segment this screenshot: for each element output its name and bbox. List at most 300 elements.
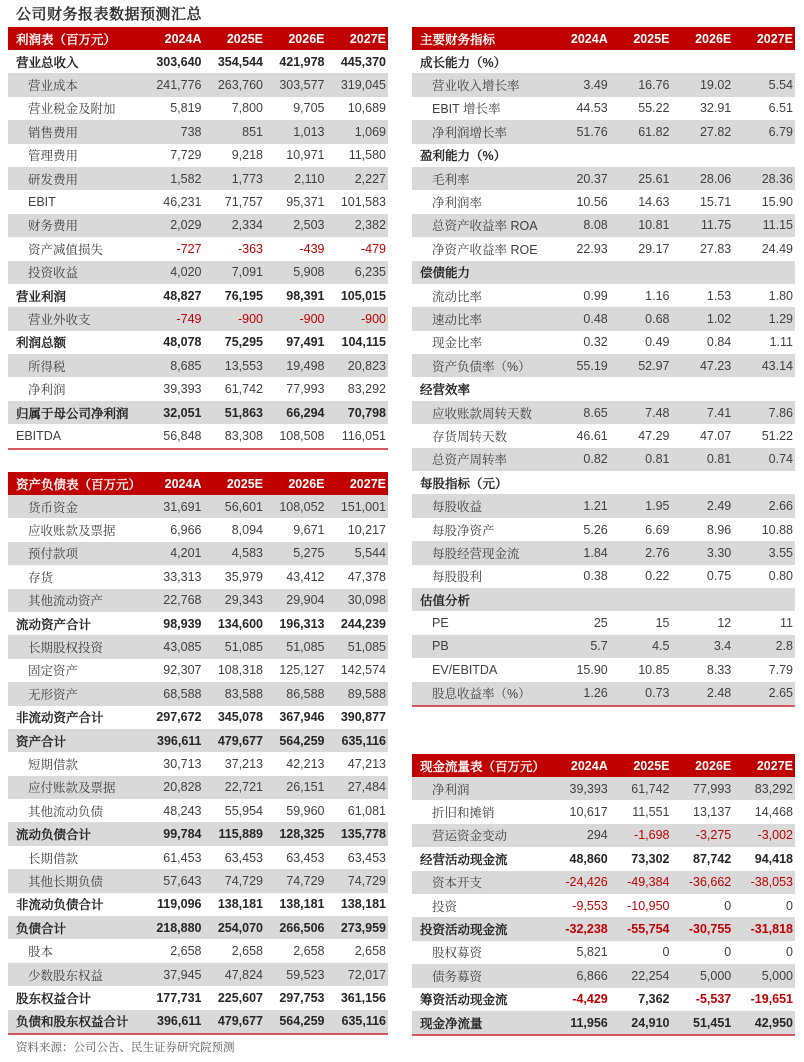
row-label: 营业收入增长率 [432, 79, 520, 94]
row-value: 119,096 [157, 897, 202, 912]
row-label: 应付账款及票据 [28, 781, 116, 796]
table-bottom-rule [8, 448, 388, 450]
table-row [412, 120, 795, 143]
row-label: 固定资产 [28, 664, 79, 679]
row-value: 97,491 [286, 335, 325, 350]
table-row [412, 237, 795, 260]
column-header-year: 2027E [349, 31, 386, 46]
row-label: 股息收益率（%） [432, 687, 531, 702]
table-row [8, 401, 388, 424]
row-value: 48,243 [163, 803, 202, 818]
column-header-year: 2025E [226, 31, 263, 46]
row-value: 61.82 [638, 124, 670, 139]
table-row [8, 939, 388, 962]
row-value: 66,294 [286, 405, 325, 420]
row-value: 48,827 [163, 288, 202, 303]
row-value: 24,910 [631, 1015, 670, 1030]
table-row [412, 611, 795, 634]
row-value: 4,020 [170, 265, 202, 280]
row-value: 98,939 [163, 616, 202, 631]
row-value: 46,231 [163, 195, 202, 210]
table-row [8, 916, 388, 939]
row-value: 7,729 [170, 148, 202, 163]
row-label: 总资产收益率 ROA [432, 219, 538, 234]
row-value: -36,662 [688, 875, 732, 890]
row-value: 37,213 [224, 756, 263, 771]
row-value: 2,658 [293, 944, 325, 959]
row-value: 0.84 [706, 335, 732, 350]
row-value: 5,908 [293, 265, 325, 280]
row-value: 7.48 [645, 405, 670, 420]
row-value: 61,742 [224, 382, 263, 397]
table-row [8, 237, 388, 260]
row-value: 10.85 [638, 662, 670, 677]
row-value: 51,863 [224, 405, 263, 420]
row-value: 3.55 [768, 545, 793, 560]
row-value: 10,689 [347, 101, 386, 116]
row-label: 营业税金及附加 [28, 102, 116, 117]
row-label: 营业利润 [16, 289, 67, 304]
table-header-row [8, 27, 388, 50]
row-value: 3.49 [583, 78, 608, 93]
row-value: 1.95 [645, 499, 670, 514]
table-row [8, 986, 388, 1009]
table-row [8, 424, 388, 447]
row-label: 销售费用 [28, 125, 79, 140]
table-row [8, 589, 388, 612]
row-value: -19,651 [750, 992, 793, 1007]
row-value: 5.54 [768, 78, 793, 93]
row-label: 每股净资产 [432, 523, 495, 538]
table-bottom-rule [412, 1034, 795, 1036]
row-value: 7.86 [768, 405, 793, 420]
row-value: -49,384 [627, 875, 670, 890]
source-note: 资料来源：公司公告、民生证券研究院预测 [16, 1042, 235, 1054]
row-label: 管理费用 [28, 149, 79, 164]
row-label: 存货 [28, 570, 54, 585]
table-row [412, 894, 795, 917]
row-value: 89,588 [347, 686, 386, 701]
table-row [412, 635, 795, 658]
row-value: 27.83 [699, 241, 732, 256]
row-value: 138,181 [340, 897, 386, 912]
row-value: 0.99 [583, 288, 608, 303]
row-value: 108,318 [217, 663, 263, 678]
row-label: 资本开支 [432, 876, 483, 891]
table-row [412, 284, 795, 307]
table-row [8, 846, 388, 869]
row-value: 33,313 [163, 569, 202, 584]
row-value: 128,325 [279, 827, 325, 842]
row-value: 94,418 [754, 851, 793, 866]
row-value: 2,382 [354, 218, 386, 233]
key-indicators-table [412, 27, 795, 707]
row-value: 101,583 [340, 195, 386, 210]
row-label: 债务募资 [432, 969, 483, 984]
table-header-row [412, 27, 795, 50]
row-value: -727 [176, 241, 202, 256]
row-value: 142,574 [340, 663, 386, 678]
balance-sheet-table [8, 472, 388, 1035]
table-row [8, 893, 388, 916]
row-value: 47,213 [347, 756, 386, 771]
row-value: -4,429 [572, 992, 608, 1007]
row-value: 13,137 [693, 805, 732, 820]
row-value: 75,295 [224, 335, 263, 350]
row-value: 22,254 [631, 968, 670, 983]
row-value: 22,721 [224, 780, 263, 795]
row-value: 43.14 [761, 358, 793, 373]
table-row [8, 799, 388, 822]
table-row [412, 97, 795, 120]
row-label: 非流动负债合计 [16, 898, 104, 913]
row-value: 115,889 [218, 827, 263, 842]
table-row [412, 167, 795, 190]
row-value: 0.22 [645, 569, 670, 584]
row-value: 5.26 [583, 522, 608, 537]
row-label: 毛利率 [432, 172, 470, 187]
row-value: 0.49 [645, 335, 670, 350]
table-row [412, 988, 795, 1011]
table-row [8, 612, 388, 635]
row-value: 1,773 [231, 171, 263, 186]
row-label: 现金比率 [432, 336, 483, 351]
table-row [412, 800, 795, 823]
row-value: 55.22 [638, 101, 670, 116]
row-label: 股本 [28, 945, 54, 960]
column-header-year: 2025E [633, 31, 670, 46]
row-value: 0.82 [583, 452, 608, 467]
row-value: 25.61 [638, 171, 670, 186]
row-label: 营业成本 [28, 79, 79, 94]
row-value: 61,742 [631, 781, 670, 796]
row-value: 30,713 [163, 756, 202, 771]
row-value: 0.32 [583, 335, 608, 350]
row-value: 319,045 [340, 78, 386, 93]
row-value: 445,370 [340, 54, 386, 69]
row-value: 105,015 [340, 288, 386, 303]
row-value: 266,506 [279, 920, 325, 935]
row-value: 27,484 [347, 780, 386, 795]
row-value: 10,617 [569, 805, 608, 820]
row-value: 15 [655, 616, 670, 631]
row-label: 货币资金 [28, 500, 79, 515]
row-value: 51,451 [693, 1015, 732, 1030]
row-value: 851 [242, 124, 263, 139]
table-row [412, 73, 795, 96]
table-row [8, 963, 388, 986]
row-value: 20,828 [163, 780, 202, 795]
row-label: 速动比率 [432, 312, 483, 327]
row-value: 55,954 [224, 803, 263, 818]
row-label: EV/EBITDA [432, 662, 498, 677]
row-value: 74,729 [286, 873, 325, 888]
row-label: 股权募资 [432, 946, 483, 961]
row-value: 83,292 [754, 781, 793, 796]
row-value: 2,110 [294, 171, 325, 186]
row-value: 1.21 [583, 499, 608, 514]
row-value: -479 [360, 241, 386, 256]
table-row [412, 917, 795, 940]
cash-flow-table [412, 754, 795, 1036]
row-value: 5,821 [576, 945, 608, 960]
row-value: 11 [780, 616, 793, 631]
row-label: 负债和股东权益合计 [16, 1015, 129, 1030]
row-value: 15.90 [761, 195, 793, 210]
row-value: 28.36 [761, 171, 793, 186]
row-value: 273,959 [340, 920, 386, 935]
row-value: -24,426 [565, 875, 608, 890]
table-row [412, 448, 795, 471]
row-label: 长期借款 [28, 851, 79, 866]
row-label: 资产负债率（%） [432, 359, 531, 374]
table-row [412, 518, 795, 541]
row-value: 2,658 [231, 944, 263, 959]
row-value: 4,583 [231, 546, 263, 561]
row-label: 预付款项 [28, 547, 79, 562]
row-value: 27.82 [699, 124, 732, 139]
row-label: 净利润增长率 [432, 125, 508, 140]
row-label: 其他长期负债 [28, 874, 104, 889]
row-value: 177,731 [156, 990, 202, 1005]
row-label: EBIT 增长率 [432, 102, 501, 117]
row-value: 0 [724, 945, 732, 960]
row-label: 每股收益 [432, 500, 483, 515]
row-value: 2.76 [645, 545, 670, 560]
row-value: 87,742 [693, 851, 732, 866]
row-value: 2,334 [231, 218, 263, 233]
row-value: -10,950 [627, 898, 670, 913]
row-value: -5,537 [695, 992, 732, 1007]
row-value: 32,051 [163, 405, 202, 420]
row-value: 15.71 [699, 195, 732, 210]
table-row [8, 565, 388, 588]
table-row [8, 495, 388, 518]
table-row [8, 542, 388, 565]
row-value: 48,860 [569, 851, 608, 866]
row-value: 8.08 [583, 218, 608, 233]
row-value: 5,000 [699, 968, 732, 983]
row-label: 研发费用 [28, 172, 79, 187]
row-label: 筹资活动现金流 [420, 993, 508, 1008]
row-label: 现金净流量 [420, 1016, 483, 1031]
row-label: 流动比率 [432, 289, 483, 304]
row-value: 2,227 [354, 171, 386, 186]
row-label: 股东权益合计 [16, 991, 92, 1006]
row-value: 254,070 [217, 920, 263, 935]
row-value: 19,498 [286, 358, 325, 373]
row-value: 48,078 [163, 335, 202, 350]
table-row [412, 682, 795, 705]
row-label: 营业外收支 [28, 312, 91, 327]
row-value: 0.48 [583, 311, 608, 326]
row-value: 2,029 [170, 218, 202, 233]
table-row [412, 331, 795, 354]
row-value: 55.19 [576, 358, 608, 373]
row-value: 26,151 [286, 780, 325, 795]
table-row [8, 307, 388, 330]
table-row [412, 777, 795, 800]
row-value: 0.74 [768, 452, 793, 467]
table-header-title: 现金流量表（百万元） [420, 759, 546, 774]
row-label: 营业总收入 [16, 55, 79, 70]
row-value: 138,181 [279, 897, 325, 912]
row-label: 估值分析 [420, 593, 471, 608]
row-value: 39,393 [163, 382, 202, 397]
row-value: 6,966 [170, 523, 202, 538]
table-row [8, 354, 388, 377]
table-bottom-rule [8, 1033, 388, 1035]
table-row [412, 307, 795, 330]
row-value: 39,393 [569, 781, 608, 796]
row-value: 56,601 [224, 499, 263, 514]
row-value: 5,544 [354, 546, 386, 561]
row-value: -363 [237, 241, 263, 256]
row-value: 47.29 [638, 428, 670, 443]
table-row [8, 73, 388, 96]
row-value: 138,181 [217, 897, 263, 912]
table-row [412, 658, 795, 681]
row-value: 104,115 [341, 335, 386, 350]
row-value: 77,993 [693, 781, 732, 796]
row-value: 73,302 [631, 851, 670, 866]
row-value: 303,577 [279, 78, 325, 93]
row-value: 6,235 [354, 265, 386, 280]
row-value: 47,378 [347, 569, 386, 584]
table-header-title: 资产负债表（百万元） [16, 477, 142, 492]
row-value: 10,217 [347, 523, 386, 538]
row-value: 61,453 [163, 850, 202, 865]
row-value: -55,754 [627, 922, 670, 937]
row-label: 财务费用 [28, 219, 79, 234]
row-value: 63,453 [347, 850, 386, 865]
row-value: 47.07 [699, 428, 732, 443]
row-value: 6.79 [768, 124, 793, 139]
row-value: 74,729 [224, 873, 263, 888]
row-value: 421,978 [279, 54, 325, 69]
row-value: 7.41 [706, 405, 732, 420]
row-value: 51.76 [576, 124, 608, 139]
page-title: 公司财务报表数据预测汇总 [16, 6, 203, 23]
row-value: 9,218 [231, 148, 263, 163]
row-label: 非流动资产合计 [16, 711, 104, 726]
row-value: -900 [360, 311, 386, 326]
row-value: -749 [176, 311, 202, 326]
row-value: 134,600 [217, 616, 263, 631]
row-label: 负债合计 [16, 921, 67, 936]
row-label: 归属于母公司净利润 [16, 406, 129, 421]
row-value: 52.97 [638, 358, 670, 373]
row-value: 29,343 [224, 593, 263, 608]
table-row [8, 635, 388, 658]
row-label: EBIT [28, 195, 56, 210]
row-value: 8.96 [706, 522, 732, 537]
row-label: 净利润率 [432, 196, 483, 211]
column-header-year: 2024A [570, 31, 608, 46]
column-header-year: 2027E [756, 758, 793, 773]
row-value: 0 [786, 898, 793, 913]
row-label: 投资活动现金流 [420, 923, 508, 938]
row-value: 83,588 [224, 686, 263, 701]
section-row [412, 471, 795, 494]
row-label: 流动资产合计 [16, 617, 92, 632]
row-value: -900 [237, 311, 263, 326]
row-value: 8.65 [583, 405, 608, 420]
row-value: 8.33 [706, 662, 732, 677]
row-value: 5,819 [170, 101, 202, 116]
row-label: 利润总额 [16, 336, 67, 351]
table-row [412, 565, 795, 588]
table-row [412, 871, 795, 894]
row-value: 367,946 [279, 710, 325, 725]
column-header-year: 2026E [288, 31, 325, 46]
row-value: 1.26 [583, 686, 608, 701]
row-value: 0.75 [706, 569, 732, 584]
row-value: 738 [180, 124, 202, 139]
row-value: 14,468 [754, 805, 793, 820]
row-value: 635,116 [341, 733, 386, 748]
table-row [8, 682, 388, 705]
row-value: 42,950 [754, 1015, 793, 1030]
row-label: 净利润 [432, 782, 470, 797]
table-row [412, 1011, 795, 1034]
row-value: 7.79 [768, 662, 793, 677]
row-value: 0.81 [706, 452, 732, 467]
row-value: 8,685 [170, 358, 202, 373]
row-value: 1.53 [706, 288, 732, 303]
row-value: 1,069 [354, 124, 386, 139]
row-value: 9,671 [293, 523, 325, 538]
column-header-year: 2026E [288, 476, 325, 491]
row-value: 218,880 [156, 920, 202, 935]
row-value: 56,848 [163, 428, 202, 443]
row-value: 479,677 [217, 733, 263, 748]
column-header-year: 2027E [756, 31, 793, 46]
table-row [8, 659, 388, 682]
row-value: 151,001 [340, 499, 386, 514]
row-label: PB [432, 639, 449, 654]
row-value: 44.53 [576, 101, 608, 116]
table-header-row [8, 472, 388, 495]
row-value: 479,677 [217, 1014, 263, 1029]
table-header-row [412, 754, 795, 777]
row-value: 72,017 [347, 967, 386, 982]
row-label: 少数股东权益 [28, 968, 104, 983]
row-value: 31,691 [163, 499, 202, 514]
row-value: 116,051 [341, 428, 386, 443]
row-value: 51,085 [224, 640, 263, 655]
table-row [8, 331, 388, 354]
row-value: 135,778 [340, 827, 386, 842]
row-label: 存货周转天数 [432, 429, 508, 444]
row-value: 11,956 [570, 1015, 608, 1030]
row-value: 5.7 [590, 639, 608, 654]
row-value: 7,800 [231, 101, 263, 116]
row-value: 59,960 [286, 803, 325, 818]
row-value: 70,798 [347, 405, 386, 420]
row-label: 应收账款周转天数 [432, 406, 533, 421]
row-value: 241,776 [156, 78, 202, 93]
row-label: 成长能力（%） [420, 55, 507, 70]
row-value: 5,000 [761, 968, 793, 983]
row-value: 6.51 [768, 101, 793, 116]
row-value: 396,611 [157, 733, 202, 748]
row-value: 196,313 [279, 616, 325, 631]
table-row [8, 518, 388, 541]
row-label: PE [432, 616, 449, 631]
row-value: -38,053 [750, 875, 793, 890]
row-value: 74,729 [347, 873, 386, 888]
